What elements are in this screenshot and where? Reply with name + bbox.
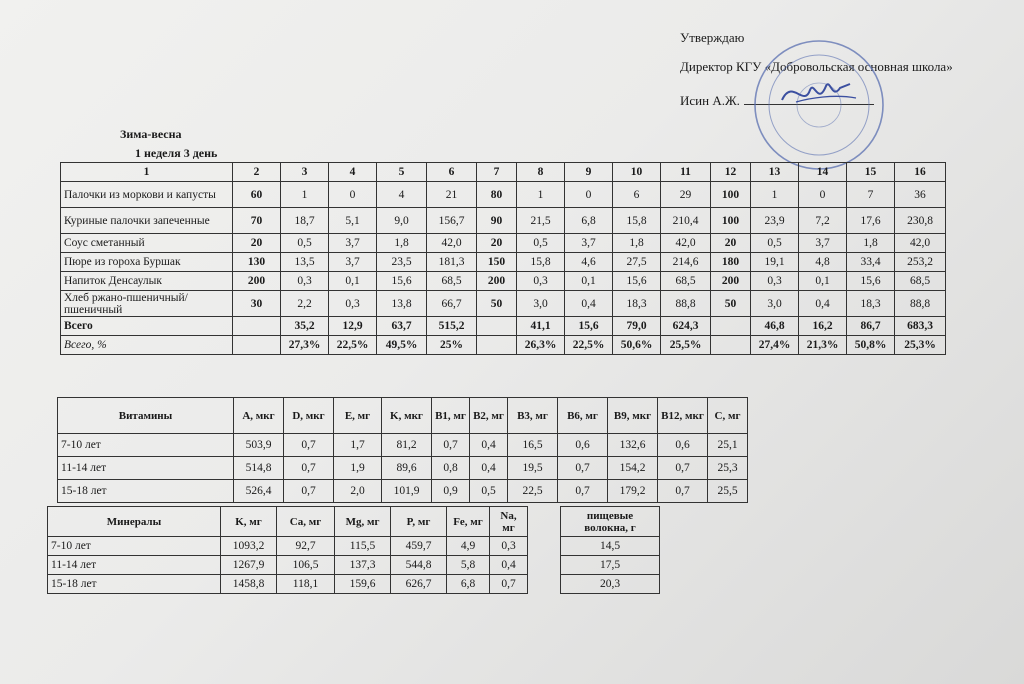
mineral-cell: 1458,8 — [221, 575, 277, 594]
menu-column-header: 1 — [61, 163, 233, 182]
vitamin-cell: 0,6 — [658, 434, 708, 457]
vitamin-cell: 0,7 — [284, 457, 334, 480]
mineral-column-header: P, мг — [391, 507, 447, 537]
menu-cell: 200 — [233, 272, 281, 291]
menu-cell: 1 — [281, 182, 329, 208]
menu-cell: 210,4 — [661, 208, 711, 234]
menu-cell: 4,6 — [565, 253, 613, 272]
menu-cell: 200 — [477, 272, 517, 291]
mineral-cell: 626,7 — [391, 575, 447, 594]
vitamin-cell: 0,9 — [432, 480, 470, 503]
menu-cell: 20 — [477, 234, 517, 253]
percent-cell: 50,6% — [613, 336, 661, 355]
menu-column-header: 6 — [427, 163, 477, 182]
vitamins-table — [57, 397, 748, 503]
mineral-cell: 137,3 — [335, 556, 391, 575]
vitamin-cell: 25,5 — [708, 480, 748, 503]
menu-cell: 80 — [477, 182, 517, 208]
vitamin-cell: 154,2 — [608, 457, 658, 480]
menu-dish-row — [61, 208, 946, 234]
menu-cell: 0,5 — [517, 234, 565, 253]
menu-cell: 17,6 — [847, 208, 895, 234]
menu-cell: 42,0 — [661, 234, 711, 253]
percent-cell: 26,3% — [517, 336, 565, 355]
total-cell: 46,8 — [751, 317, 799, 336]
menu-cell: 1,8 — [847, 234, 895, 253]
menu-cell: 7,2 — [799, 208, 847, 234]
total-cell — [233, 317, 281, 336]
menu-cell: 13,5 — [281, 253, 329, 272]
menu-cell: 3,7 — [799, 234, 847, 253]
menu-column-header: 15 — [847, 163, 895, 182]
menu-cell: 15,8 — [613, 208, 661, 234]
total-cell: 515,2 — [427, 317, 477, 336]
vitamin-cell: 22,5 — [508, 480, 558, 503]
vitamin-cell: 19,5 — [508, 457, 558, 480]
vitamin-cell: 0,7 — [658, 480, 708, 503]
vitamin-column-header: B12, мкг — [658, 398, 708, 434]
total-cell: 63,7 — [377, 317, 427, 336]
mineral-cell: 0,7 — [490, 575, 528, 594]
menu-column-header: 13 — [751, 163, 799, 182]
menu-cell: 230,8 — [895, 208, 946, 234]
total-cell: 79,0 — [613, 317, 661, 336]
menu-cell: 2,2 — [281, 291, 329, 317]
total-cell: 86,7 — [847, 317, 895, 336]
percent-cell: 27,4% — [751, 336, 799, 355]
menu-dish-row — [61, 234, 946, 253]
percent-cell: 27,3% — [281, 336, 329, 355]
mineral-cell: 106,5 — [277, 556, 335, 575]
vitamin-cell: 0,7 — [284, 480, 334, 503]
dish-name: Напиток Денсаулык — [61, 272, 233, 291]
menu-cell: 88,8 — [895, 291, 946, 317]
percent-cell: 50,8% — [847, 336, 895, 355]
vitamin-column-header: K, мкг — [382, 398, 432, 434]
menu-nutrition-table — [60, 162, 946, 355]
vitamin-cell: 101,9 — [382, 480, 432, 503]
fiber-cell: 17,5 — [561, 556, 660, 575]
vitamin-cell: 16,5 — [508, 434, 558, 457]
menu-cell: 68,5 — [427, 272, 477, 291]
menu-column-header: 2 — [233, 163, 281, 182]
dish-name: Палочки из моркови и капусты — [61, 182, 233, 208]
menu-column-header: 11 — [661, 163, 711, 182]
vitamin-cell: 0,7 — [658, 457, 708, 480]
menu-cell: 0,5 — [751, 234, 799, 253]
menu-cell: 200 — [711, 272, 751, 291]
vitamins-age-row — [58, 457, 748, 480]
minerals-header-row — [48, 507, 528, 537]
dish-name: Хлеб ржано-пшеничный/ пшеничный — [61, 291, 233, 317]
menu-cell: 156,7 — [427, 208, 477, 234]
menu-cell: 214,6 — [661, 253, 711, 272]
dish-name: Куриные палочки запеченные — [61, 208, 233, 234]
vitamin-column-header: D, мкг — [284, 398, 334, 434]
signatory-name: Исин А.Ж. — [680, 93, 740, 108]
menu-cell: 0 — [329, 182, 377, 208]
menu-cell: 0 — [799, 182, 847, 208]
vitamin-column-header: B3, мг — [508, 398, 558, 434]
menu-cell: 0,3 — [751, 272, 799, 291]
menu-cell: 21 — [427, 182, 477, 208]
age-group-label: 11-14 лет — [58, 457, 234, 480]
vitamin-cell: 0,5 — [470, 480, 508, 503]
menu-cell: 181,3 — [427, 253, 477, 272]
vitamins-header-row — [58, 398, 748, 434]
menu-cell: 50 — [477, 291, 517, 317]
menu-cell: 27,5 — [613, 253, 661, 272]
menu-cell: 68,5 — [661, 272, 711, 291]
menu-cell: 29 — [661, 182, 711, 208]
menu-cell: 6 — [613, 182, 661, 208]
menu-column-header: 9 — [565, 163, 613, 182]
percent-cell: 25% — [427, 336, 477, 355]
age-group-label: 7-10 лет — [58, 434, 234, 457]
menu-column-header: 10 — [613, 163, 661, 182]
percent-label: Всего, % — [61, 336, 233, 355]
vitamin-cell: 0,7 — [284, 434, 334, 457]
total-cell — [711, 317, 751, 336]
fiber-header-row — [561, 507, 660, 537]
menu-cell: 0,5 — [281, 234, 329, 253]
menu-cell: 0 — [565, 182, 613, 208]
menu-cell: 15,6 — [613, 272, 661, 291]
menu-cell: 20 — [711, 234, 751, 253]
menu-cell: 3,0 — [751, 291, 799, 317]
total-label: Всего — [61, 317, 233, 336]
menu-cell: 20 — [233, 234, 281, 253]
fiber-column-header: пищевые волокна, г — [561, 507, 660, 537]
menu-cell: 0,4 — [799, 291, 847, 317]
vitamin-cell: 0,4 — [470, 457, 508, 480]
minerals-table — [47, 506, 528, 594]
fiber-row — [561, 575, 660, 594]
mineral-cell: 6,8 — [447, 575, 490, 594]
menu-column-header: 5 — [377, 163, 427, 182]
school-seal-stamp — [752, 38, 887, 173]
menu-cell: 13,8 — [377, 291, 427, 317]
vitamin-column-header: B6, мг — [558, 398, 608, 434]
vitamin-cell: 0,7 — [558, 480, 608, 503]
vitamin-column-header: B1, мг — [432, 398, 470, 434]
total-cell: 41,1 — [517, 317, 565, 336]
menu-dish-row — [61, 182, 946, 208]
vitamin-column-header: Витамины — [58, 398, 234, 434]
menu-cell: 90 — [477, 208, 517, 234]
dish-name: Пюре из гороха Буршак — [61, 253, 233, 272]
mineral-cell: 4,9 — [447, 537, 490, 556]
menu-dish-row — [61, 272, 946, 291]
vitamin-cell: 25,1 — [708, 434, 748, 457]
menu-cell: 30 — [233, 291, 281, 317]
menu-cell: 4 — [377, 182, 427, 208]
vitamin-column-header: B2, мг — [470, 398, 508, 434]
menu-cell: 88,8 — [661, 291, 711, 317]
menu-column-header: 3 — [281, 163, 329, 182]
fiber-cell: 20,3 — [561, 575, 660, 594]
total-cell: 35,2 — [281, 317, 329, 336]
vitamins-age-row — [58, 434, 748, 457]
menu-cell: 18,3 — [847, 291, 895, 317]
menu-cell: 100 — [711, 182, 751, 208]
vitamin-cell: 0,7 — [558, 457, 608, 480]
menu-dish-row — [61, 291, 946, 317]
vitamin-cell: 514,8 — [234, 457, 284, 480]
age-group-label: 15-18 лет — [58, 480, 234, 503]
menu-cell: 3,7 — [565, 234, 613, 253]
menu-cell: 1 — [751, 182, 799, 208]
menu-header-row — [61, 163, 946, 182]
vitamin-cell: 25,3 — [708, 457, 748, 480]
mineral-column-header: Минералы — [48, 507, 221, 537]
menu-cell: 42,0 — [895, 234, 946, 253]
menu-cell: 21,5 — [517, 208, 565, 234]
menu-column-header: 7 — [477, 163, 517, 182]
fiber-row — [561, 556, 660, 575]
menu-cell: 0,1 — [329, 272, 377, 291]
mineral-cell: 544,8 — [391, 556, 447, 575]
menu-column-header: 8 — [517, 163, 565, 182]
menu-cell: 36 — [895, 182, 946, 208]
menu-cell: 4,8 — [799, 253, 847, 272]
total-cell: 683,3 — [895, 317, 946, 336]
vitamin-cell: 503,9 — [234, 434, 284, 457]
menu-column-header: 12 — [711, 163, 751, 182]
percent-cell: 25,3% — [895, 336, 946, 355]
vitamin-cell: 132,6 — [608, 434, 658, 457]
approval-title: Утверждаю — [680, 30, 745, 45]
percent-cell: 49,5% — [377, 336, 427, 355]
menu-cell: 0,1 — [565, 272, 613, 291]
mineral-cell: 92,7 — [277, 537, 335, 556]
menu-cell: 0,3 — [329, 291, 377, 317]
vitamin-cell: 1,7 — [334, 434, 382, 457]
menu-cell: 42,0 — [427, 234, 477, 253]
vitamin-cell: 0,6 — [558, 434, 608, 457]
vitamin-cell: 0,7 — [432, 434, 470, 457]
director-line: Директор КГУ «Добровольская основная школа» — [680, 59, 953, 74]
total-cell: 12,9 — [329, 317, 377, 336]
menu-cell: 18,7 — [281, 208, 329, 234]
age-group-label: 11-14 лет — [48, 556, 221, 575]
menu-cell: 1,8 — [377, 234, 427, 253]
total-cell: 16,2 — [799, 317, 847, 336]
vitamin-cell: 526,4 — [234, 480, 284, 503]
vitamin-cell: 89,6 — [382, 457, 432, 480]
menu-cell: 23,5 — [377, 253, 427, 272]
vitamin-column-header: C, мг — [708, 398, 748, 434]
fiber-cell: 14,5 — [561, 537, 660, 556]
percent-cell — [233, 336, 281, 355]
menu-total-row — [61, 317, 946, 336]
menu-cell: 3,0 — [517, 291, 565, 317]
menu-cell: 33,4 — [847, 253, 895, 272]
mineral-column-header: Mg, мг — [335, 507, 391, 537]
menu-cell: 6,8 — [565, 208, 613, 234]
mineral-cell: 1267,9 — [221, 556, 277, 575]
menu-cell: 68,5 — [895, 272, 946, 291]
menu-column-header: 4 — [329, 163, 377, 182]
mineral-cell: 118,1 — [277, 575, 335, 594]
menu-cell: 3,7 — [329, 234, 377, 253]
fiber-row — [561, 537, 660, 556]
vitamin-column-header: E, мг — [334, 398, 382, 434]
menu-cell: 1 — [517, 182, 565, 208]
menu-cell: 19,1 — [751, 253, 799, 272]
mineral-cell: 459,7 — [391, 537, 447, 556]
age-group-label: 7-10 лет — [48, 537, 221, 556]
percent-cell: 22,5% — [329, 336, 377, 355]
menu-cell: 15,6 — [377, 272, 427, 291]
fiber-table — [560, 506, 660, 594]
menu-cell: 23,9 — [751, 208, 799, 234]
percent-cell: 25,5% — [661, 336, 711, 355]
minerals-age-row — [48, 556, 528, 575]
menu-cell: 150 — [477, 253, 517, 272]
vitamin-cell: 0,8 — [432, 457, 470, 480]
vitamin-cell: 179,2 — [608, 480, 658, 503]
menu-cell: 9,0 — [377, 208, 427, 234]
mineral-cell: 159,6 — [335, 575, 391, 594]
menu-cell: 15,8 — [517, 253, 565, 272]
season-label: Зима-весна — [120, 127, 182, 141]
total-cell — [477, 317, 517, 336]
minerals-age-row — [48, 575, 528, 594]
menu-cell: 130 — [233, 253, 281, 272]
vitamins-age-row — [58, 480, 748, 503]
menu-cell: 0,3 — [517, 272, 565, 291]
vitamin-cell: 0,4 — [470, 434, 508, 457]
mineral-column-header: Fe, мг — [447, 507, 490, 537]
menu-cell: 18,3 — [613, 291, 661, 317]
menu-cell: 66,7 — [427, 291, 477, 317]
vitamin-column-header: B9, мкг — [608, 398, 658, 434]
menu-cell: 5,1 — [329, 208, 377, 234]
mineral-cell: 115,5 — [335, 537, 391, 556]
mineral-cell: 5,8 — [447, 556, 490, 575]
menu-cell: 60 — [233, 182, 281, 208]
menu-cell: 0,4 — [565, 291, 613, 317]
menu-cell: 100 — [711, 208, 751, 234]
vitamin-cell: 1,9 — [334, 457, 382, 480]
menu-cell: 0,1 — [799, 272, 847, 291]
menu-column-header: 14 — [799, 163, 847, 182]
menu-cell: 50 — [711, 291, 751, 317]
mineral-cell: 0,4 — [490, 556, 528, 575]
mineral-cell: 1093,2 — [221, 537, 277, 556]
total-cell: 624,3 — [661, 317, 711, 336]
menu-cell: 0,3 — [281, 272, 329, 291]
vitamin-cell: 2,0 — [334, 480, 382, 503]
menu-percent-row — [61, 336, 946, 355]
percent-cell: 22,5% — [565, 336, 613, 355]
dish-name: Соус сметанный — [61, 234, 233, 253]
percent-cell — [711, 336, 751, 355]
menu-column-header: 16 — [895, 163, 946, 182]
mineral-column-header: K, мг — [221, 507, 277, 537]
percent-cell — [477, 336, 517, 355]
mineral-cell: 0,3 — [490, 537, 528, 556]
menu-cell: 1,8 — [613, 234, 661, 253]
mineral-column-header: Na, мг — [490, 507, 528, 537]
menu-dish-row — [61, 253, 946, 272]
mineral-column-header: Ca, мг — [277, 507, 335, 537]
minerals-age-row — [48, 537, 528, 556]
menu-cell: 7 — [847, 182, 895, 208]
menu-cell: 180 — [711, 253, 751, 272]
vitamin-cell: 81,2 — [382, 434, 432, 457]
week-day-label: 1 неделя 3 день — [135, 146, 218, 160]
menu-cell: 3,7 — [329, 253, 377, 272]
vitamin-column-header: A, мкг — [234, 398, 284, 434]
menu-cell: 70 — [233, 208, 281, 234]
menu-cell: 253,2 — [895, 253, 946, 272]
percent-cell: 21,3% — [799, 336, 847, 355]
menu-cell: 15,6 — [847, 272, 895, 291]
total-cell: 15,6 — [565, 317, 613, 336]
age-group-label: 15-18 лет — [48, 575, 221, 594]
